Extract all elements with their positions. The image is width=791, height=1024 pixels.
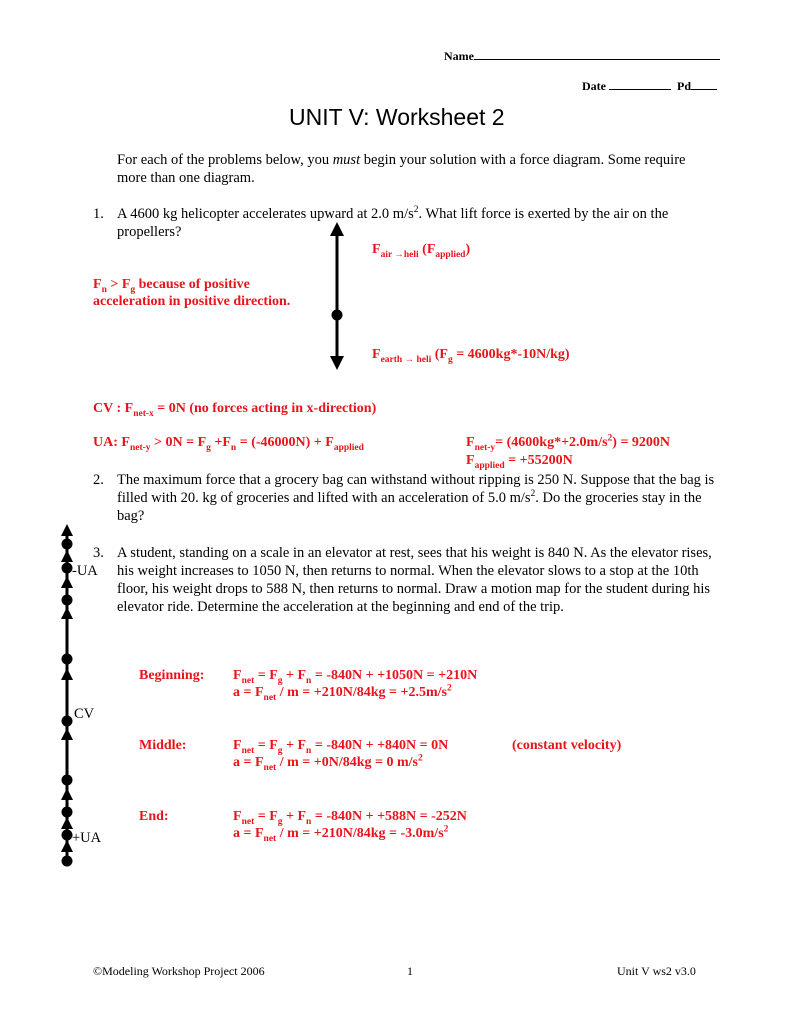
date-field xyxy=(582,77,717,94)
force-earth-label xyxy=(372,347,570,363)
fd-sub: earth → heli xyxy=(380,354,432,365)
motion-dot xyxy=(62,775,73,786)
fu-end: ) xyxy=(465,242,471,257)
problem-1-number: 1. xyxy=(93,206,104,222)
m1-a: F xyxy=(233,738,242,753)
date-label: Date xyxy=(582,79,606,93)
middle-note: (constant velocity) xyxy=(512,738,622,753)
problem-1-text xyxy=(117,205,722,241)
motion-dot xyxy=(62,830,73,841)
e2-a: a = F xyxy=(233,826,264,841)
cv-a: CV : F xyxy=(93,401,134,416)
m2-b: / m = +0N/84kg = 0 m/s xyxy=(276,755,418,770)
name-field xyxy=(444,47,720,64)
pd-label: Pd xyxy=(677,79,692,93)
m1-s1: net xyxy=(241,745,255,756)
b1-s2: g xyxy=(277,675,283,686)
e2-s: net xyxy=(263,833,277,844)
ua-c: +F xyxy=(210,435,231,450)
fapp-b: = +55200N xyxy=(504,453,573,468)
e1-a: F xyxy=(233,809,242,824)
fd-sub2: g xyxy=(447,354,453,365)
b1-a: F xyxy=(233,668,242,683)
fapp-a: F xyxy=(466,453,475,468)
problem-2-number: 2. xyxy=(93,472,104,488)
note-rest: because of positive xyxy=(135,277,250,292)
end-label: End: xyxy=(139,809,169,824)
beginning-line-1 xyxy=(233,668,477,684)
m1-c: + F xyxy=(282,738,307,753)
m2-s: net xyxy=(263,762,277,773)
name-blank[interactable] xyxy=(474,47,720,60)
motion-arrow-up xyxy=(61,607,73,619)
fnet-a: F xyxy=(466,435,475,450)
e1-d: = -840N + +588N = -252N xyxy=(311,809,467,824)
fn-fg-note xyxy=(93,277,250,293)
object-dot xyxy=(332,310,343,321)
fd-rest: (F xyxy=(431,347,448,362)
fn-fg-note-line2: acceleration in positive direction. xyxy=(93,294,291,309)
problem-3-text: A student, standing on a scale in an elevator at rest, sees that his weight is 840 N. As the elevator rises, his weight increases to 1050 N, then returns to normal. When the elevator slows to a stop at the 10th floor, his weight drops to 588 N, then returns to normal. Draw a motion map for the student during his elevator ride. Determine the acceleration at the beginning and end of the trip. xyxy=(117,545,712,615)
motion-dot xyxy=(62,563,73,574)
m1-d: = -840N + +840N = 0N xyxy=(311,738,449,753)
motion-dot xyxy=(62,807,73,818)
ua-s1: net-y xyxy=(129,442,151,453)
ua-s3: n xyxy=(230,442,237,453)
p1-text-b: . What lift force is exerted by the air on the propellers? xyxy=(117,206,669,240)
motion-arrow-up xyxy=(61,524,73,536)
fu-sub2: applied xyxy=(435,249,466,260)
m2-a: a = F xyxy=(233,755,264,770)
ua-statement xyxy=(93,435,364,451)
b2-s: net xyxy=(263,692,277,703)
end-line-1 xyxy=(233,809,467,825)
motion-arrow-up xyxy=(61,788,73,800)
fnet-s: net-y xyxy=(474,442,496,453)
b1-s3: n xyxy=(306,675,312,686)
e2-sup: 2 xyxy=(443,824,449,835)
p1-text-a: A 4600 kg helicopter accelerates upward at 2.0 m/s xyxy=(117,206,414,222)
cv-statement xyxy=(93,401,376,417)
fnet-c: ) = 9200N xyxy=(612,435,671,450)
footer-version: Unit V ws2 v3.0 xyxy=(617,964,696,978)
motion-arrow-up xyxy=(61,817,73,829)
motion-dot xyxy=(62,539,73,550)
motion-dot xyxy=(62,716,73,727)
b2-a: a = F xyxy=(233,685,264,700)
motion-dot xyxy=(62,595,73,606)
motion-label-minus-ua: -UA xyxy=(72,563,98,579)
m1-s3: n xyxy=(306,745,312,756)
e1-b: = F xyxy=(254,809,278,824)
e1-s1: net xyxy=(241,816,255,827)
fnet-b: = (4600kg*+2.0m/s xyxy=(495,435,608,450)
pd-blank[interactable] xyxy=(691,77,717,90)
name-label: Name xyxy=(444,49,474,63)
motion-dot xyxy=(62,654,73,665)
ua-s2: g xyxy=(206,442,211,453)
b1-d: = -840N + +1050N = +210N xyxy=(311,668,478,683)
fd-end: = 4600kg*-10N/kg) xyxy=(452,347,570,362)
e1-s2: g xyxy=(277,816,283,827)
b1-c: + F xyxy=(282,668,307,683)
intro-before: For each of the problems below, you xyxy=(117,152,333,168)
end-line-2 xyxy=(233,826,448,842)
footer-page-number: 1 xyxy=(407,964,413,978)
fapp-s: applied xyxy=(474,460,505,471)
intro-after: begin your solution with a force diagram. Some require more than one diagram. xyxy=(117,152,686,186)
force-arrow-down xyxy=(330,356,344,370)
intro-text xyxy=(117,151,717,187)
fu-rest: (F xyxy=(418,242,436,257)
motion-arrow-up xyxy=(61,550,73,562)
m1-s2: g xyxy=(277,745,283,756)
p2-text-b: . Do the groceries stay in the bag? xyxy=(117,490,702,524)
ua-s4: applied xyxy=(333,442,364,453)
footer-copyright: ©Modeling Workshop Project 2006 xyxy=(93,964,265,978)
middle-line-1 xyxy=(233,738,448,754)
intro-emphasis: must xyxy=(332,152,361,168)
e1-s3: n xyxy=(306,816,312,827)
e2-b: / m = +210N/84kg = -3.0m/s xyxy=(276,826,444,841)
motion-dot xyxy=(62,856,73,867)
beginning-line-2 xyxy=(233,685,452,701)
ua-a: UA: F xyxy=(93,435,130,450)
cv-s: net-x xyxy=(133,408,154,419)
problem-2-text xyxy=(117,471,722,525)
fd-F: F xyxy=(372,347,381,362)
cv-b: = 0N (no forces acting in x-direction) xyxy=(153,401,377,416)
note-mid: > F xyxy=(106,277,131,292)
p2-text-a: The maximum force that a grocery bag can withstand without ripping is 250 N. Suppose that the bag is filled with 20. kg of groceries and lifted with an acceleration of 5.0 m/s xyxy=(117,472,715,506)
fapplied-result xyxy=(466,453,573,469)
p2-sup: 2 xyxy=(530,489,536,500)
note-s1: n xyxy=(101,284,107,295)
motion-label-plus-ua: +UA xyxy=(72,830,102,846)
beginning-label: Beginning: xyxy=(139,668,205,683)
motion-arrow-up xyxy=(61,668,73,680)
fnet-sup: 2 xyxy=(607,433,613,444)
ua-d: = (-46000N) + F xyxy=(236,435,334,450)
m2-sup: 2 xyxy=(417,753,423,764)
fnet-y-result xyxy=(466,435,670,451)
date-blank[interactable] xyxy=(609,77,671,90)
b2-b: / m = +210N/84kg = +2.5m/s xyxy=(276,685,447,700)
force-air-label xyxy=(372,242,470,258)
fu-F: F xyxy=(372,242,381,257)
m1-b: = F xyxy=(254,738,278,753)
b1-b: = F xyxy=(254,668,278,683)
note-s2: g xyxy=(130,284,136,295)
note-f1: F xyxy=(93,277,102,292)
p1-sup: 2 xyxy=(413,205,419,216)
b1-s1: net xyxy=(241,675,255,686)
middle-label: Middle: xyxy=(139,738,187,753)
motion-arrow-up xyxy=(61,728,73,740)
e1-c: + F xyxy=(282,809,307,824)
b2-sup: 2 xyxy=(446,683,452,694)
middle-line-2 xyxy=(233,755,423,771)
problem-3-number: 3. xyxy=(93,545,104,561)
force-arrow-up xyxy=(330,222,344,236)
motion-label-cv: CV xyxy=(74,706,95,722)
force-diagram xyxy=(325,220,349,372)
ua-b: > 0N = F xyxy=(150,435,207,450)
fu-sub: air →heli xyxy=(380,249,419,260)
page-title: UNIT V: Worksheet 2 xyxy=(289,104,505,130)
